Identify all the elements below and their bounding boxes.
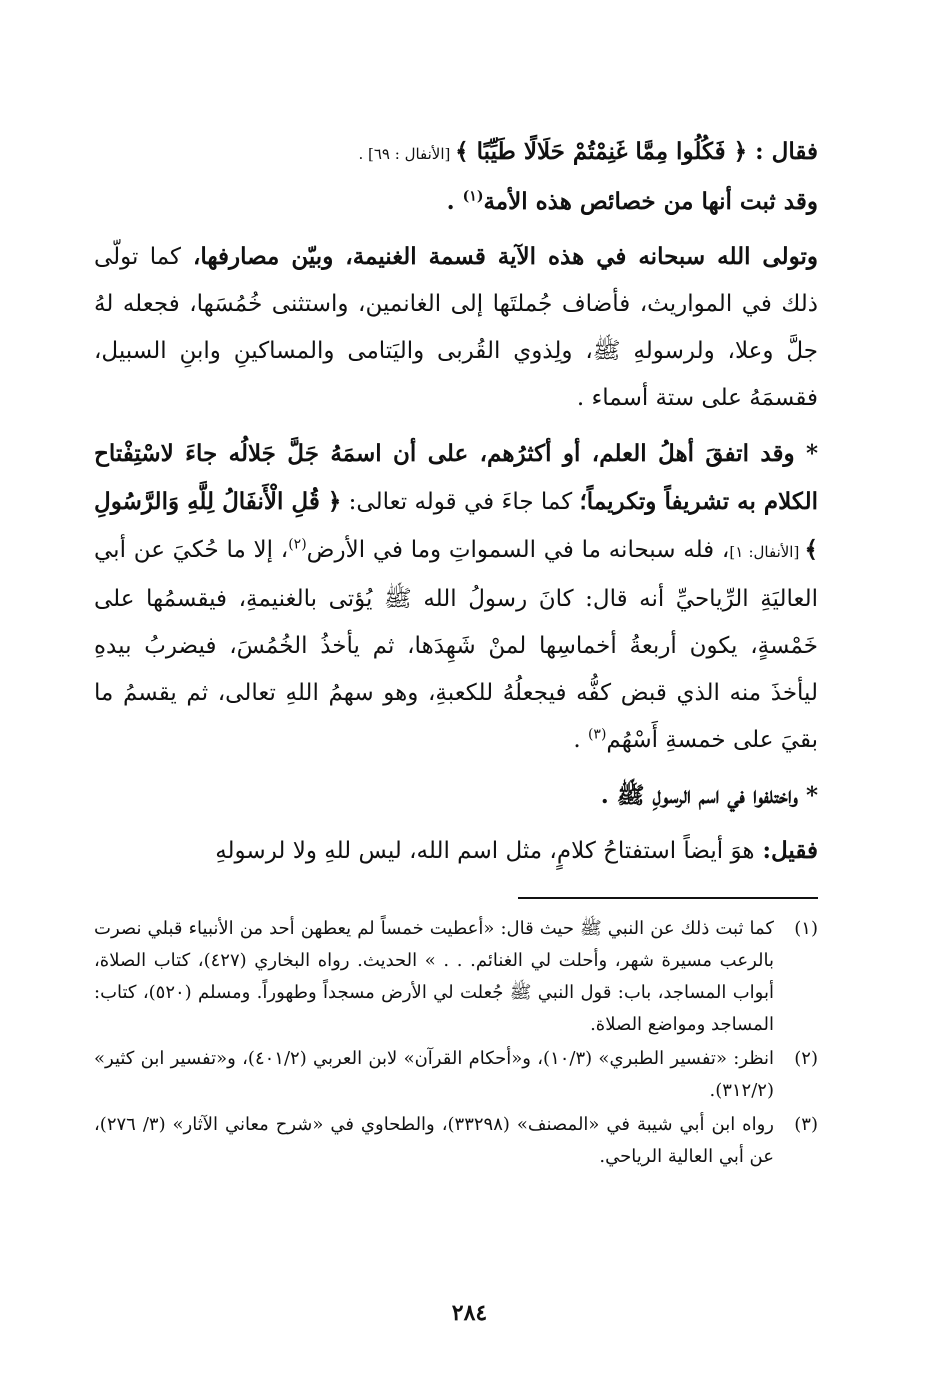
paragraph-4-end: . (573, 727, 588, 753)
footnote-1 (94, 913, 818, 1041)
paragraph-4-mid: كما جاءَ في قوله تعالى: (341, 489, 580, 515)
paragraph-4-rest: ، فله سبحانه ما في السمواتِ وما في الأرض (306, 537, 730, 563)
footnote-number: (١) (794, 918, 818, 939)
footnote-text: كما ثبت ذلك عن النبي ﷺ حيث قال: «أعطيت خمساً لم يعطهن أحد من الأنبياء قبلي نصرت بالرعب مسيرة شهر، وأحلت لي الغنائم. . . » الحديث. رواه البخاري (٤٢٧)، كتاب الصلاة، أبواب المساجد، باب: قول النبي ﷺ جُعلت لي الأرض مسجداً وطهوراً. ومسلم (٥٢٠)، كتاب: المساجد ومواضع الصلاة. (94, 918, 774, 1035)
footnote-text: رواه ابن أبي شيبة في «المصنف» (٣٣٢٩٨)، والطحاوي في «شرح معاني الآثار» (٣/ ٢٧٦)، عن أبي العالية الرياحي. (94, 1114, 774, 1167)
paragraph-4-tail: ، إلا ما حُكيَ عن أبي العاليَةِ الرِّياحيِّ أنه قال: كانَ رسولُ الله ﷺ يُؤتى بالغنيمةِ، فيقسمُها على خَمْسةٍ، يكون أربعةُ أخماسِها لمنْ شَهِدَها، ثم يأخذُ الخُمُسَ، فيضربُ بيدهِ ليأخذَ منه الذي قبض كفُّه فيجعلُهُ للكعبةِ، وهو سهمُ اللهِ تعالى، ثم يقسمُ ما بقيَ على خمسةِ أَسْهُم (94, 537, 818, 753)
paragraph-6-lead: فقيل: (754, 837, 818, 864)
paragraph-2-end: . (446, 188, 463, 215)
speech-intro: فقال : (747, 138, 818, 165)
paragraph-3-lead: وتولى الله سبحانه في هذه الآية قسمة الغنيمة، وبيّن مصارفها، (181, 243, 819, 270)
footnote-3 (94, 1109, 818, 1173)
page-body (94, 128, 818, 1175)
footnote-ref-3[interactable]: (٣) (587, 726, 607, 743)
footnote-2 (94, 1043, 818, 1107)
main-text (94, 128, 818, 875)
paragraph-4 (94, 430, 818, 764)
paragraph-2 (94, 178, 818, 225)
footnote-number: (٣) (794, 1114, 818, 1135)
paragraph-5 (94, 772, 818, 819)
paragraph-1 (94, 128, 818, 178)
footnote-number: (٢) (794, 1048, 818, 1069)
footnote-divider (518, 897, 818, 899)
paragraph-6 (94, 827, 818, 875)
quran-verse: ﴿ فَكُلُوا مِمَّا غَنِمْتُمْ حَلَالًا طَيِّبًا ﴾ (455, 138, 748, 165)
paragraph-2-text: وقد ثبت أنها من خصائص هذه الأمة (483, 188, 818, 215)
paragraph-3 (94, 233, 818, 422)
page-number: ٢٨٤ (451, 1300, 488, 1326)
paragraph-5-text: * واختلفوا في اسم الرسولِ ﷺ . (600, 782, 818, 809)
verse-citation: [الأنفال : ٦٩] . (358, 145, 456, 163)
footnotes (94, 913, 818, 1173)
paragraph-3-text: كما تولّى ذلك في المواريث، فأضاف جُملتَها إلى الغانمين، واستثنى خُمُسَها، فجعله لهُ جلَّ وعلا، ولرسولهِ ﷺ، ولِذوي القُربى واليَتامى والمساكينِ وابنِ السبيل، فقسمَهُ على ستة أسماء . (94, 244, 818, 411)
verse-citation-2: [الأنفال: ١] (729, 543, 805, 561)
footnote-ref-2[interactable]: (٢) (288, 536, 307, 553)
paragraph-4-lead: * وقد اتفقَ أهلُ العلم، أو أكثرُهم، على أن اسمَهُ جَلَّ جَلالُه جاءَ لاسْتِفْتاح الكلام به تشريفاً وتكريماً؛ (94, 440, 818, 515)
paragraph-6-text: هوَ أيضاً استفتاحُ كلامٍ، مثل اسم الله، ليس للهِ ولا لرسولهِ (215, 838, 755, 864)
quran-verse-anfal-1: ﴿ قُلِ الْأَنفَالُ لِلَّهِ وَالرَّسُولِ ﴾ (94, 488, 818, 563)
footnote-text: انظر: «تفسير الطبري» (١٠/٣)، و«أحكام القرآن» لابن العربي (٤٠١/٢)، و«تفسير ابن كثير» (٣١٢/٢). (94, 1048, 774, 1101)
footnote-ref-1[interactable]: (١) (462, 188, 484, 205)
